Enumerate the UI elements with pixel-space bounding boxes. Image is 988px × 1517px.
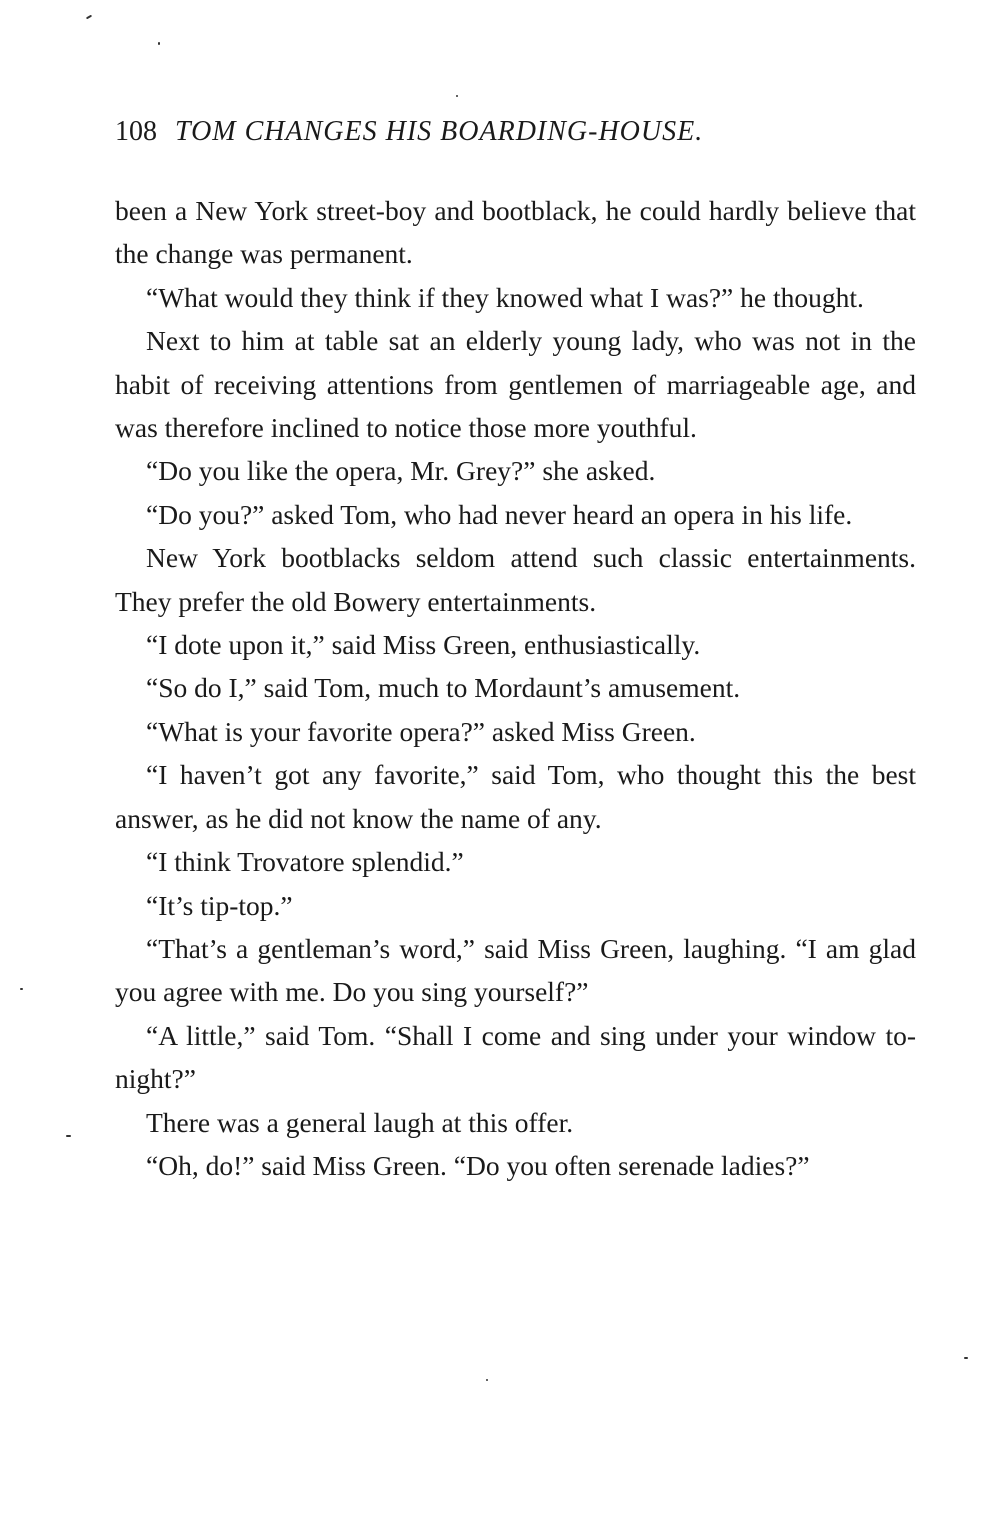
running-head	[115, 116, 915, 156]
paragraph: “Do you?” asked Tom, who had never heard an opera in his life.	[146, 498, 853, 530]
paragraph: New York bootblacks seldom attend such classic entertainments. They prefer the old Bowery entertainments.	[115, 542, 916, 617]
paragraph: “Oh, do!” said Miss Green. “Do you often serenade ladies?”	[146, 1149, 810, 1181]
paragraph: Next to him at table sat an elderly young lady, who was not in the habit of receiving attentions from gentlemen of marriageable age, and was therefore inclined to notice those more youthful.	[115, 325, 916, 444]
paragraph: “Do you like the opera, Mr. Grey?” she asked.	[146, 455, 656, 487]
page-number: 108	[115, 116, 157, 147]
body-text	[115, 189, 916, 1187]
scan-speck	[86, 15, 92, 20]
paragraph: “That’s a gentleman’s word,” said Miss Green, laughing. “I am glad you agree with me. Do you sing yourself?”	[115, 932, 916, 1008]
scan-speck	[964, 1357, 968, 1359]
paragraph: “A little,” said Tom. “Shall I come and sing under your window to-night?”	[115, 1019, 916, 1095]
paragraph: “What would they think if they knowed what I was?” he thought.	[146, 281, 864, 313]
paragraph: “So do I,” said Tom, much to Mordaunt’s amusement.	[146, 672, 741, 704]
paragraph: “I haven’t got any favorite,” said Tom, who thought this the best answer, as he did not know the name of any.	[115, 759, 916, 834]
paragraph: “I think Trovatore splendid.”	[146, 846, 464, 878]
paragraph: “I dote upon it,” said Miss Green, enthusiastically.	[146, 629, 701, 661]
scan-speck	[158, 42, 160, 45]
paragraph: There was a general laugh at this offer.	[146, 1106, 574, 1138]
scan-speck	[486, 1379, 488, 1381]
paragraph: “It’s tip-top.”	[146, 889, 293, 921]
scan-speck	[20, 988, 23, 990]
scan-speck	[456, 95, 458, 97]
running-title: TOM CHANGES HIS BOARDING-HOUSE.	[175, 116, 704, 147]
paragraph: “What is your favorite opera?” asked Miss Green.	[146, 715, 696, 747]
paragraph: been a New York street-boy and bootblack, he could hardly believe that the change was permanent.	[115, 195, 916, 270]
scan-speck	[66, 1135, 71, 1137]
